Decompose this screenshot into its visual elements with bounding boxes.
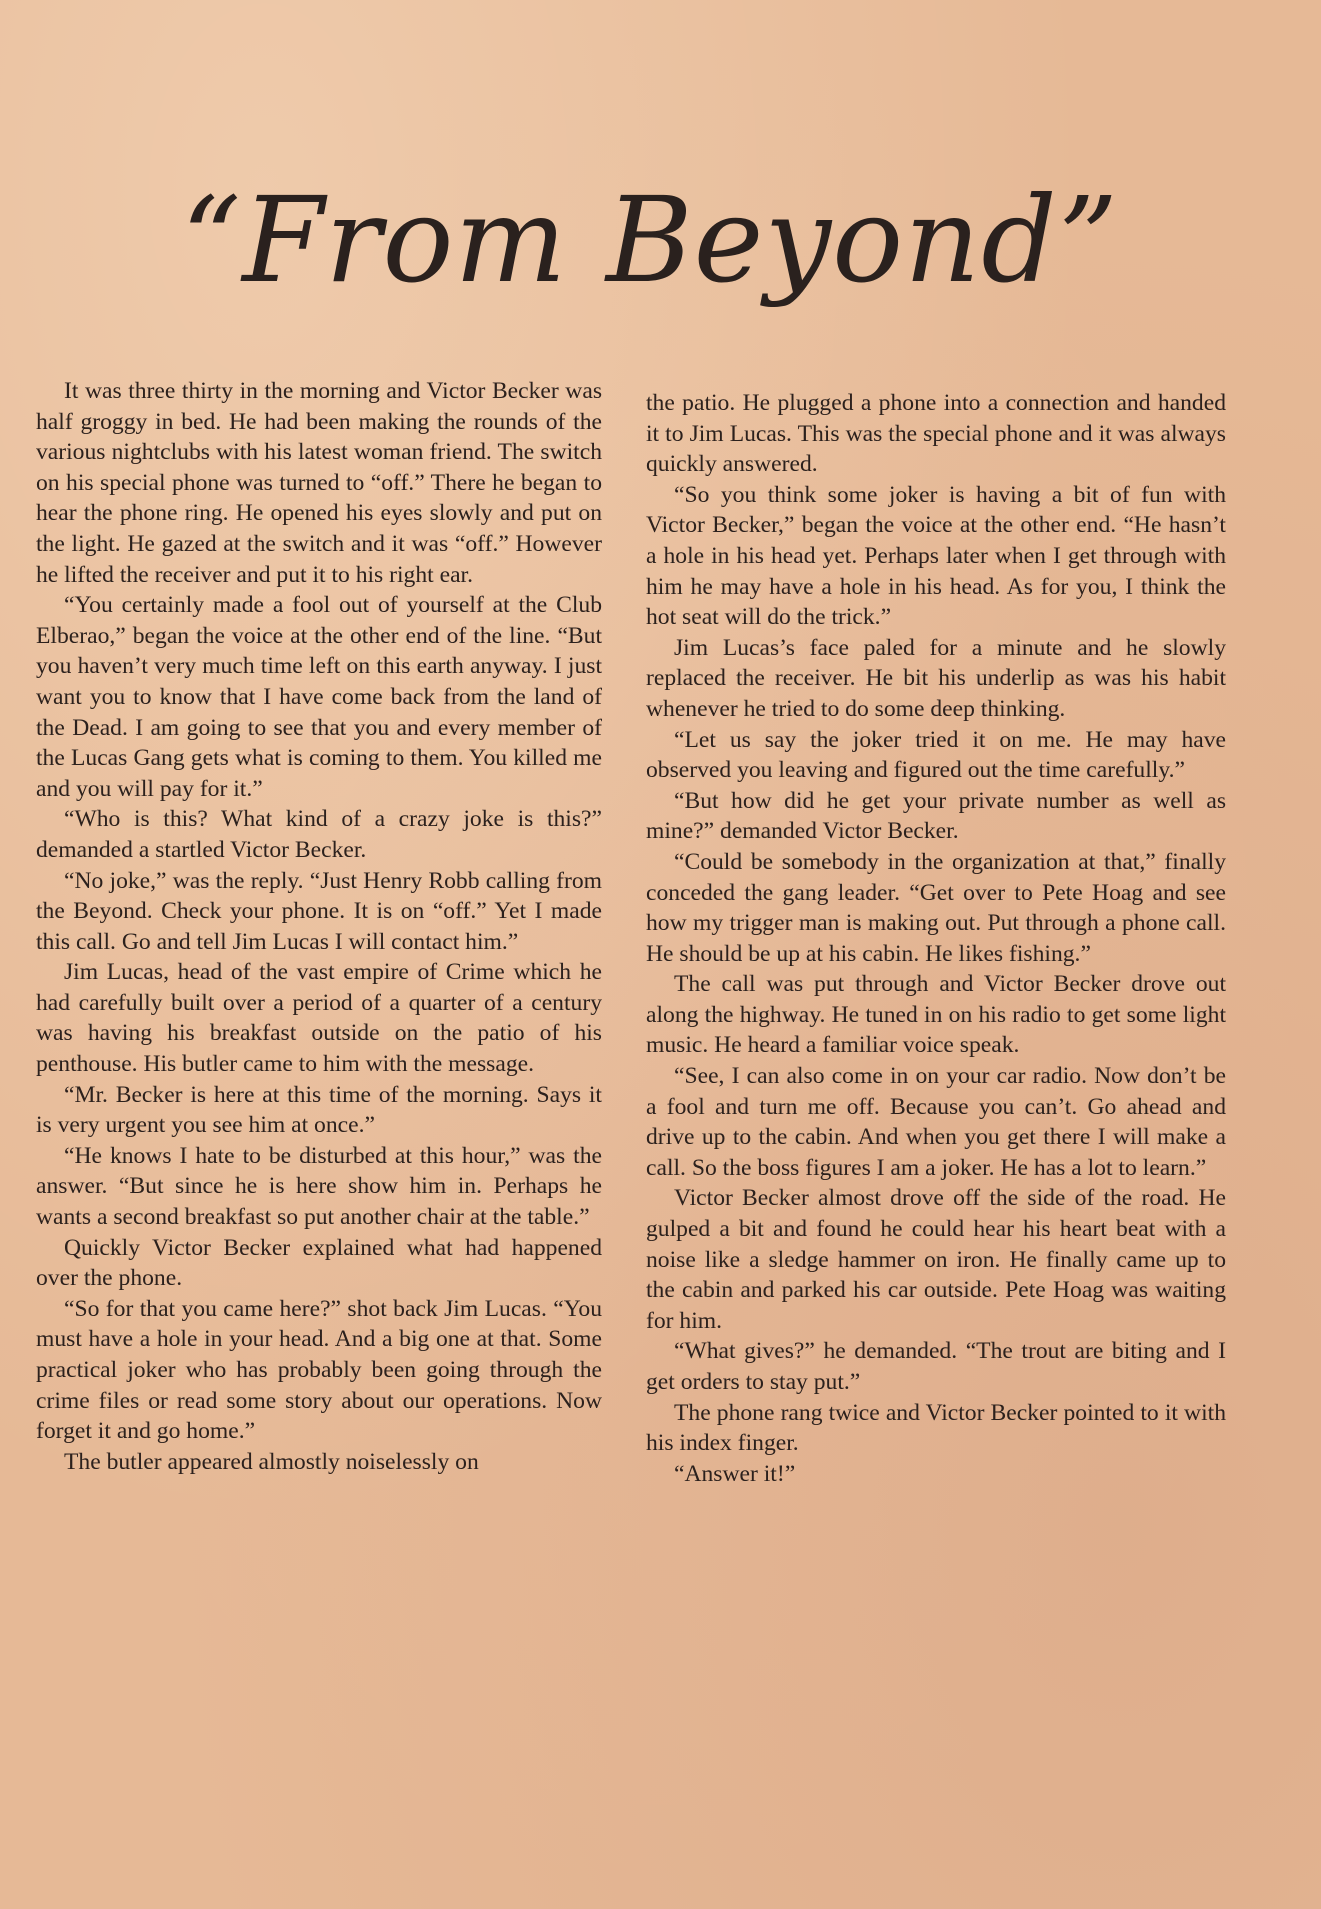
paragraph: “What gives?” he demanded. “The trout are biting and I get orders to stay put.” [646,1338,1226,1395]
paragraph: The call was put through and Victor Becker drove out along the highway. He tuned in on his radio to get some light music. He heard a familiar voice speak. [646,971,1226,1059]
paragraph: Victor Becker almost drove off the side of the road. He gulped a bit and found he could hear his heart beat with a noise like a sledge hammer on iron. He finally came up to the cabin and parked his car outside. Pete Hoag was waiting for him. [646,1185,1226,1334]
paragraph: “Answer it!” [674,1460,796,1487]
paragraph: “Let us say the joker tried it on me. He may have observed you leaving and figured out the time carefully.” [646,726,1226,784]
paragraph: “Could be somebody in the organization at that,” finally conceded the gang leader. “Get over to Pete Hoag and see how my trigger man is making out. Put through a phone call. He should be up at his cabin. He likes fishing.” [646,848,1226,967]
paragraph: “You certainly made a fool out of yourself at the Club Elberao,” began the voice at the other end of the line. “But you haven’t very much time left on this earth anyway. I just want you to know that I have come back from the land of the Dead. I am going to see that you and every member of the Lucas Gang gets what is coming to them. You killed me and you will pay for it.” [36,592,602,802]
paragraph: “No joke,” was the reply. “Just Henry Robb calling from the Beyond. Check your phone. It is on “off.” Yet I made this call. Go and tell Jim Lucas I will contact him.” [36,867,602,955]
paragraph: It was three thirty in the morning and Victor Becker was half groggy in bed. He had been making the rounds of the various nightclubs with his latest woman friend. The switch on his special phone was turned to “off.” There he began to hear the phone ring. He opened his eyes slowly and put on the light. He gazed at the switch and it was “off.” However he lifted the receiver and put it to his right ear. [36,378,602,588]
paragraph: “So you think some joker is having a bit of fun with Victor Becker,” began the voice at the other end. “He hasn’t a hole in his head yet. Perhaps later when I get through with him he may have a hole in his head. As for you, I think the hot seat will do the trick.” [646,481,1226,631]
paragraph: “So for that you came here?” shot back Jim Lucas. “You must have a hole in your head. And a big one at that. Some practical joker who has probably been going through the crime files or read some story about our operations. Now forget it and go home.” [36,1295,602,1445]
paragraph: Quickly Victor Becker explained what had happened over the phone. [36,1234,602,1292]
paragraph: “But how did he get your private number as well as mine?” demanded Victor Becker. [646,787,1226,845]
paragraph: the patio. He plugged a phone into a connection and handed it to Jim Lucas. This was the special phone and it was always quickly answered. [646,390,1226,478]
paragraph: Jim Lucas, head of the vast empire of Crime which he had carefully built over a period of a quarter of a century was having his breakfast outside on the patio of his penthouse. His butler came to him with the message. [36,959,602,1078]
story-title: “From Beyond” [180,171,1120,309]
paragraph: “Who is this? What kind of a crazy joke is this?” demanded a startled Victor Becker. [36,806,602,863]
paragraph: “He knows I hate to be disturbed at this hour,” was the answer. “But since he is here show him in. Perhaps he wants a second breakfast so put another chair at the table.” [36,1142,602,1231]
paragraph: “Mr. Becker is here at this time of the morning. Says it is very urgent you see him at once.” [36,1081,602,1139]
left-column [36,376,602,1477]
paragraph: Jim Lucas’s face paled for a minute and he slowly replaced the receiver. He bit his underlip as was his habit whenever he tried to do some deep thinking. [646,634,1226,722]
paragraph: The butler appeared almostly noiselessly on [64,1448,479,1475]
paragraph: “See, I can also come in on your car radio. Now don’t be a fool and turn me off. Because you can’t. Go ahead and drive up to the cabin. And when you get there I will make a call. So the boss figures I am a joker. He has a lot to learn.” [646,1063,1226,1181]
paragraph: The phone rang twice and Victor Becker pointed to it with his index finger. [646,1399,1226,1457]
right-column [646,388,1226,1489]
